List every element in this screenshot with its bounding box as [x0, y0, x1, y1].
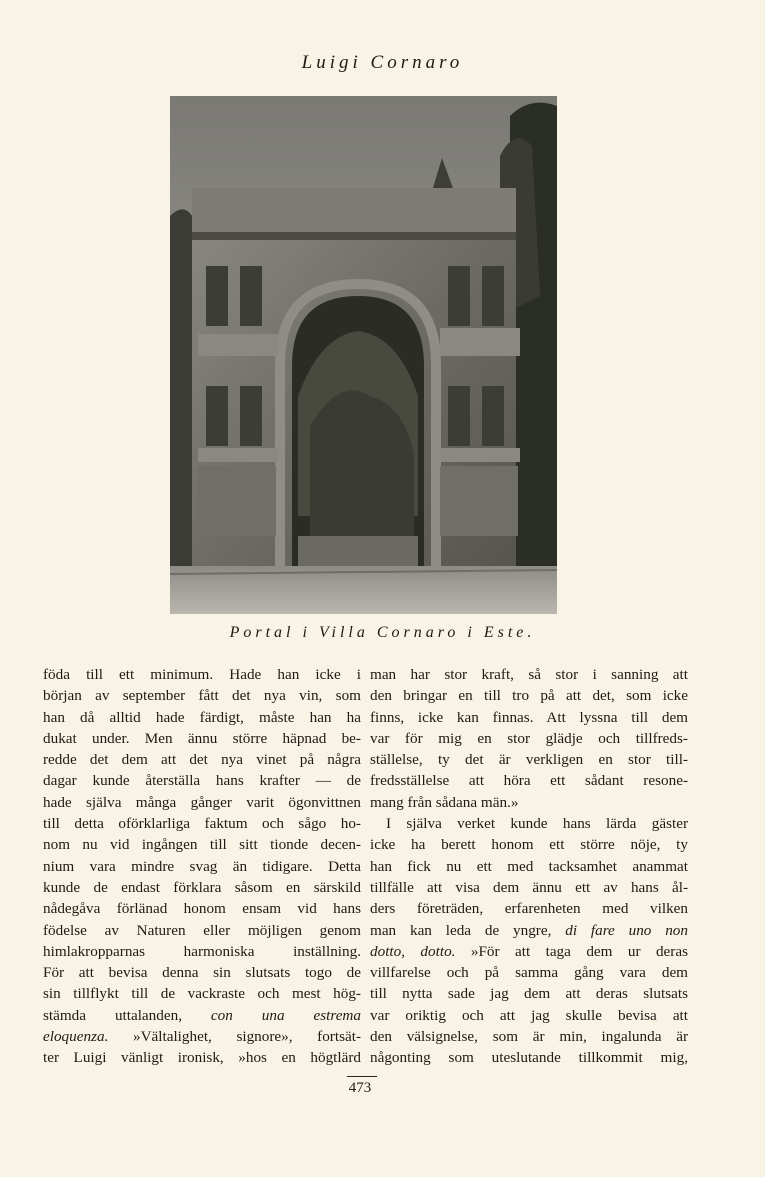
text-line: nium vara mindre svag än tidigare. Detta	[43, 857, 361, 875]
text-segment: »Vältalighet, signore», fortsät-	[132, 1028, 361, 1046]
text-line	[43, 1026, 361, 1047]
footer-rule	[347, 1076, 377, 1077]
text-line	[43, 1005, 361, 1026]
text-line: han då alltid hade färdigt, måste han ha	[43, 708, 361, 726]
text-line: För att bevisa denna sin slutsats togo de	[43, 964, 361, 982]
italic-phrase: eloquenza.	[43, 1028, 109, 1046]
text-line: ställelse, ty det är verkligen en stor till-	[370, 751, 688, 769]
text-line: nådegåva förlänad honom ensam vid hans	[43, 900, 361, 918]
text-line: man har stor kraft, så stor i sanning att	[370, 666, 688, 683]
text-segment: »För att taga dem ur deras	[470, 942, 688, 960]
text-line: hade själva många gånger varit ögonvittnen	[43, 793, 361, 811]
text-line	[370, 920, 688, 941]
text-line: någonting som uteslutande tillkommit mig,	[370, 1049, 688, 1067]
text-line: början av september fått det nya vin, som	[43, 687, 361, 705]
text-line: ter Luigi vänligt ironisk, »hos en högtlärd	[43, 1049, 361, 1067]
text-line: redde det dem att det nya vinet på några	[43, 751, 361, 769]
page-number: 473	[348, 1080, 372, 1096]
text-line	[370, 941, 688, 962]
text-line: var för mig en stor glädje och tillfreds-	[370, 729, 688, 747]
italic-phrase: con una estrema	[210, 1006, 361, 1024]
portal-photograph	[170, 96, 557, 614]
text-line: I själva verket kunde hans lärda gäster	[386, 815, 688, 833]
text-line: nom nu vid ingången till sitt tionde decen-	[43, 836, 361, 854]
text-line: den bringar en till tro på att det, som icke	[370, 687, 688, 705]
text-line: icke ha berett honom ett större nöje, ty	[370, 836, 688, 854]
photo-caption: Portal i Villa Cornaro i Este.	[229, 624, 536, 641]
running-head: Luigi Cornaro	[301, 52, 464, 73]
portal-illustration	[170, 96, 557, 614]
text-segment: man kan leda de yngre,	[370, 921, 552, 939]
text-segment: stämda uttalanden,	[43, 1006, 182, 1024]
text-line: sin tillflykt till de vackraste och mest hög-	[43, 985, 361, 1003]
text-line: mang från sådana män.»	[370, 793, 519, 811]
text-line: till detta oförklarliga faktum och sågo ho-	[43, 815, 361, 833]
right-text-column	[370, 664, 688, 1069]
italic-phrase: dotto, dotto.	[370, 942, 456, 960]
text-line: han fick nu ett med tacksamhet anammat	[370, 857, 688, 875]
left-text-column	[43, 664, 361, 1069]
text-line: himlakropparnas harmoniska inställning.	[43, 942, 361, 960]
text-line: dagar kunde återställa hans krafter — de	[43, 772, 361, 790]
text-line: dukat under. Men ännu större häpnad be-	[43, 729, 361, 747]
text-line: föda till ett minimum. Hade han icke i	[43, 666, 361, 683]
text-line: den välsignelse, som är min, ingalunda är	[370, 1028, 688, 1046]
text-line: kunde de endast förklara såsom en särskild	[43, 878, 361, 896]
text-line: ders företräden, erfarenheten med vilken	[370, 900, 688, 918]
text-line: fredsställelse att höra ett sådant resone-	[370, 772, 688, 790]
italic-phrase: di fare uno non	[565, 921, 688, 939]
text-line: till nytta sade jag dem att deras slutsats	[370, 985, 688, 1003]
text-line: födelse av Naturen eller möjligen genom	[43, 921, 361, 939]
text-line: tillfälle att visa dem ännu ett av hans ål-	[370, 878, 688, 896]
text-line: var oriktig och att jag skulle bevisa att	[370, 1006, 688, 1024]
text-line: finns, icke kan finnas. Att lyssna till dem	[370, 708, 688, 726]
text-line: villfarelse och på samma gång vara dem	[370, 964, 688, 982]
